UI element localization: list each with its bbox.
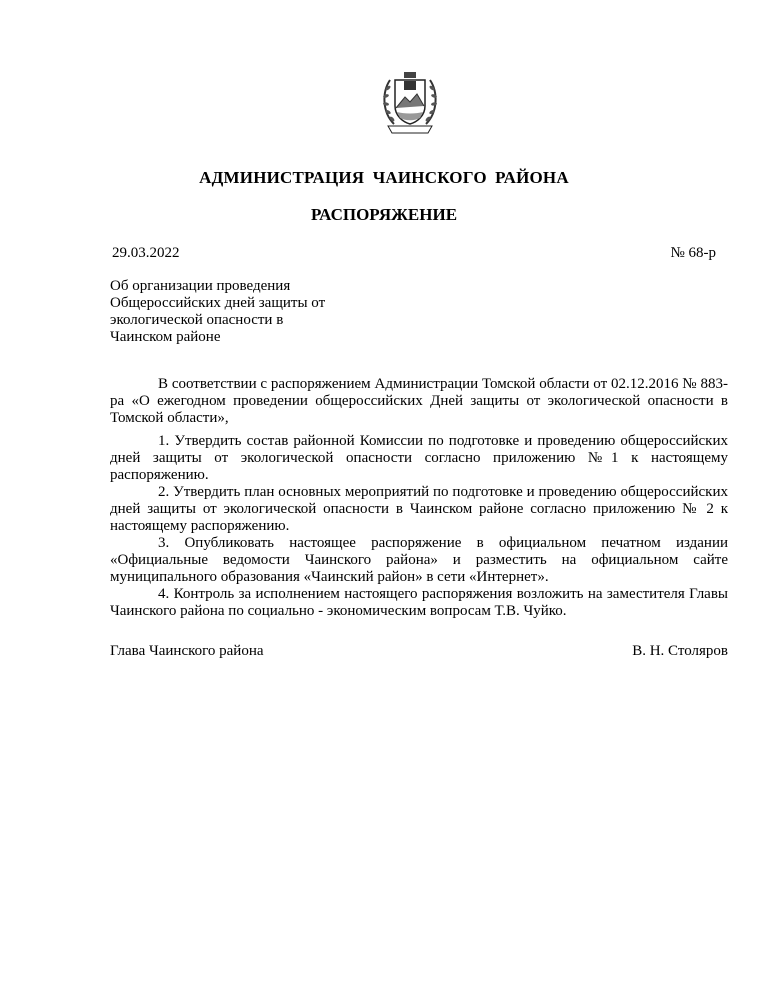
document-number: № 68-р: [670, 245, 716, 261]
district-coat-of-arms-icon: [380, 70, 440, 136]
document-type: РАСПОРЯЖЕНИЕ: [310, 205, 458, 224]
preamble-paragraph: В соответствии с распоряжением Администрации Томской области от 02.12.2016 № 883-ра «О ежегодном проведении общероссийских Дней защиты от экологической опасности в Томской области»,: [110, 376, 728, 426]
order-item-1: 1. Утвердить состав районной Комиссии по подготовке и проведению общероссийских дней защиты от экологической опасности согласно приложению №1 к настоящему распоряжению.: [110, 433, 728, 483]
document-date: 29.03.2022: [112, 245, 180, 261]
signatory-position: Глава Чаинского района: [110, 643, 264, 659]
subject-line: Чаинском районе: [110, 329, 221, 345]
subject-line: экологической опасности в: [110, 312, 284, 328]
signatory-name: В. Н. Столяров: [632, 643, 728, 659]
document-subject: [110, 278, 370, 346]
subject-line: Об организации проведения: [110, 278, 291, 294]
document-body: [110, 376, 728, 620]
order-item-3: 3. Опубликовать настоящее распоряжение в официальном печатном издании «Официальные ведомости Чаинского района» и разместить на официальном сайте муниципального образования «Чаинский район» в сети «Интернет».: [110, 535, 728, 585]
organization-title: АДМИНИСТРАЦИЯ ЧАИНСКОГО РАЙОНА: [199, 168, 569, 187]
order-item-2: 2. Утвердить план основных мероприятий по подготовке и проведению общероссийских дней защиты от экологической опасности в Чаинском районе согласно приложению № 2 к настоящему распоряжению.: [110, 484, 728, 534]
order-item-4: 4. Контроль за исполнением настоящего распоряжения возложить на заместителя Главы Чаинского района по социально - экономическим вопросам Т.В. Чуйко.: [110, 586, 728, 619]
subject-line: Общероссийских дней защиты от: [110, 295, 326, 311]
